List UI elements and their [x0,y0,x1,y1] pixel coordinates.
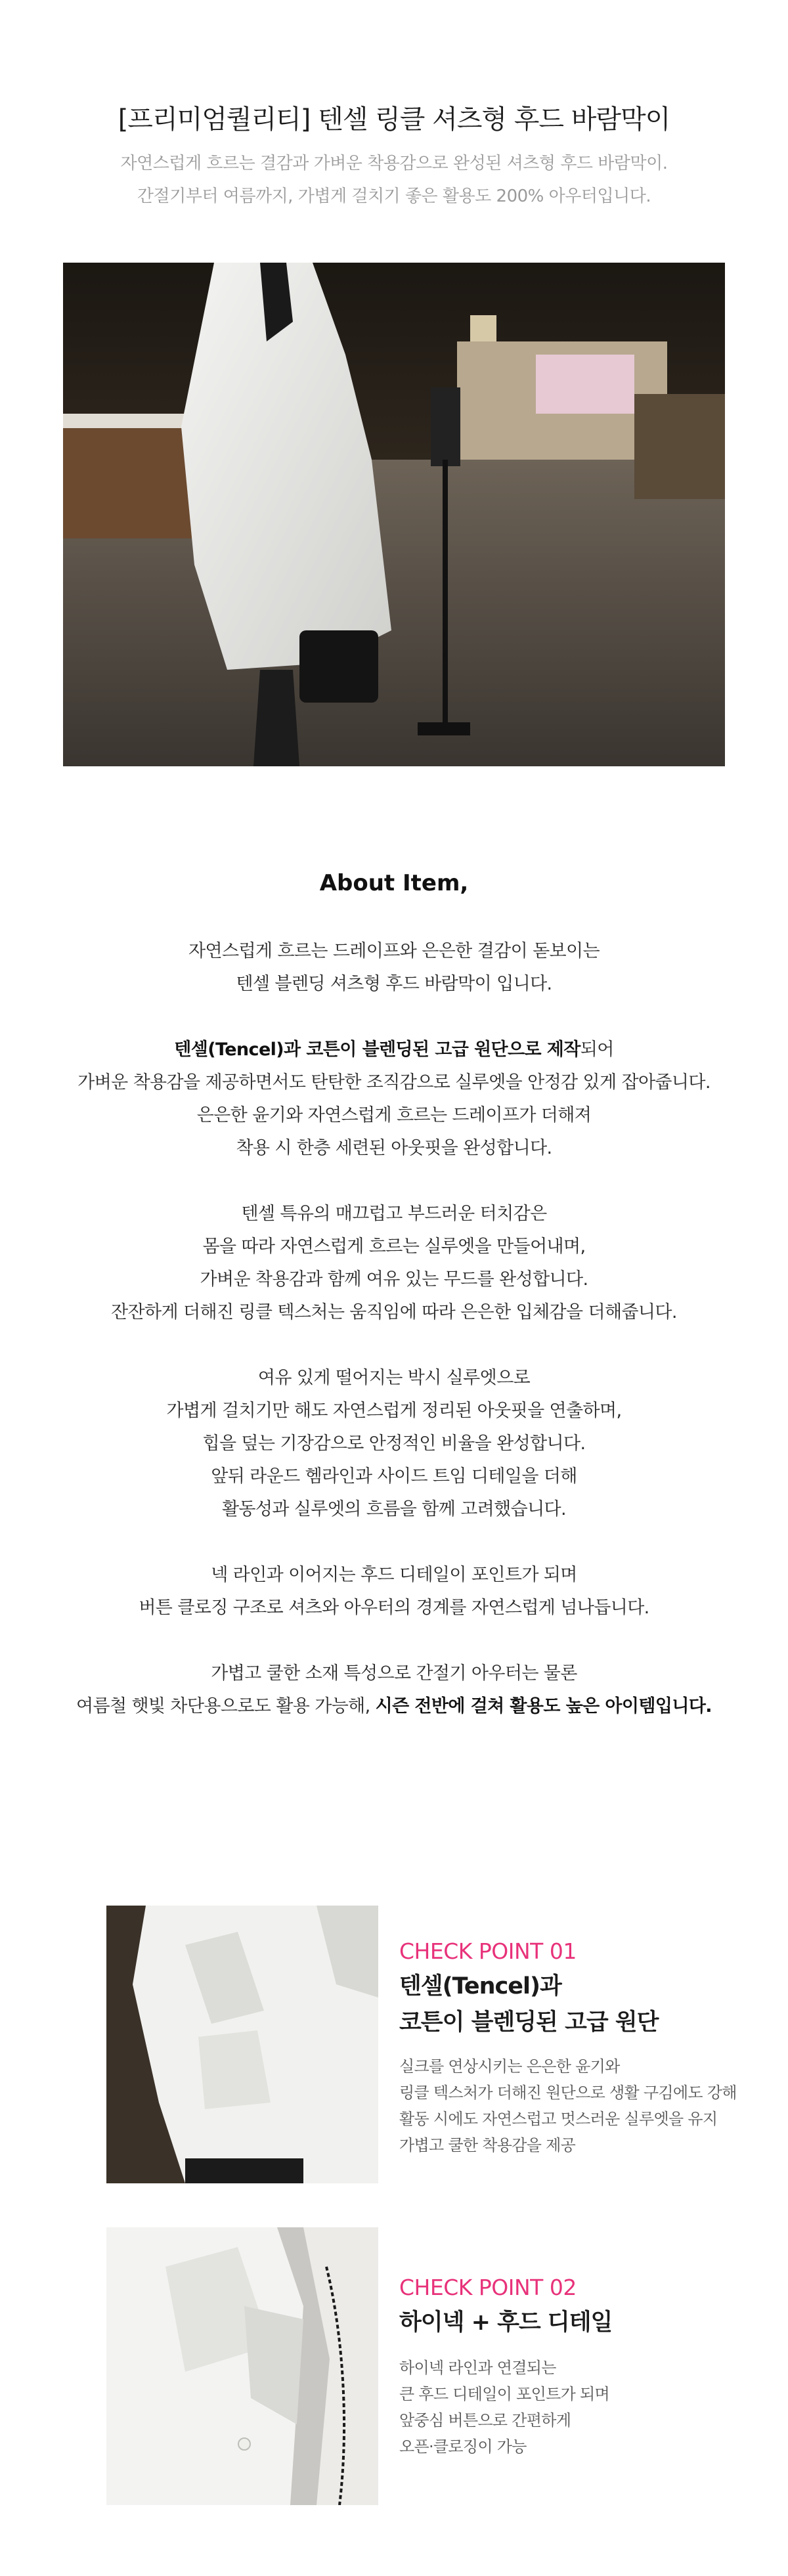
checkpoint-desc-line: 실크를 연상시키는 은은한 윤기와 [399,2057,620,2076]
about-line: 몸을 따라 자연스럽게 흐르는 실루엣을 만들어내며, [202,1236,586,1257]
checkpoint-desc-line: 오픈·클로징이 가능 [399,2437,527,2456]
about-line: 잔잔하게 더해진 링클 텍스처는 움직임에 따라 은은한 입체감을 더해줍니다. [111,1302,677,1322]
about-line: 버튼 클로징 구조로 셔츠와 아우터의 경계를 자연스럽게 넘나듭니다. [139,1598,649,1618]
checkpoint-title-line: 텐셀(Tencel)과 [399,1973,561,1999]
about-highlight: 시즌 전반에 걸쳐 활용도 높은 아이템입니다. [375,1696,712,1716]
checkpoint-desc-line: 앞중심 버튼으로 간편하게 [399,2411,571,2430]
about-line [0,1034,788,1066]
checkpoint-title-line: 하이넥 + 후드 디테일 [399,2309,613,2336]
checkpoint-2-photo [106,2227,378,2505]
about-paragraph-1 [0,935,788,1001]
about-line: 앞뒤 라운드 헴라인과 사이드 트임 디테일을 더해 [211,1466,577,1487]
checkpoint-2-title [399,2305,612,2341]
product-subtitle-line-1: 자연스럽게 흐르는 결감과 가벼운 착용감으로 완성된 셔츠형 후드 바람막이. [120,154,668,173]
about-highlight: 텐셀(Tencel)과 코튼이 블렌딩된 고급 원단으로 제작 [174,1039,580,1060]
about-line: 가볍게 걸치기만 해도 자연스럽게 정리된 아웃핏을 연출하며, [166,1401,622,1421]
checkpoint-1-photo [106,1906,378,2183]
checkpoint-title-line: 코튼이 블렌딩된 고급 원단 [399,2009,659,2036]
about-paragraph-6 [0,1657,788,1723]
about-line: 가벼운 착용감을 제공하면서도 탄탄한 조직감으로 실루엣을 안정감 있게 잡아줍니다. [77,1072,711,1093]
about-line: 텐셀 블렌딩 셔츠형 후드 바람막이 입니다. [236,974,552,994]
about-paragraph-4 [0,1362,788,1526]
checkpoint-1-title [399,1969,658,2041]
about-line [0,1690,788,1723]
about-line: 착용 시 한층 세련된 아웃핏을 완성합니다. [236,1138,552,1158]
checkpoint-desc-line: 링클 텍스처가 더해진 원단으로 생활 구김에도 강해 [399,2084,737,2102]
checkpoint-2-description [399,2355,609,2460]
about-line: 넥 라인과 이어지는 후드 디테일이 포인트가 되며 [211,1565,577,1585]
about-text: 여름철 햇빛 차단용으로도 활용 가능해, [76,1696,376,1716]
about-line: 여유 있게 떨어지는 박시 실루엣으로 [257,1368,531,1388]
about-item-heading: About Item, [319,870,469,896]
main-product-photo [63,263,725,766]
checkpoint-desc-line: 활동 시에도 자연스럽고 멋스러운 실루엣을 유지 [399,2110,718,2128]
about-line: 가볍고 쿨한 소재 특성으로 간절기 아우터는 물론 [211,1663,577,1684]
checkpoint-1-description [399,2053,737,2158]
checkpoint-2-label: CHECK POINT 02 [399,2275,577,2300]
checkpoint-desc-line: 가볍고 쿨한 착용감을 제공 [399,2136,576,2154]
about-highlight-suffix: 되어 [580,1039,614,1060]
product-title: [프리미엄퀄리티] 텐셀 링클 셔츠형 후드 바람막이 [118,104,670,135]
about-line: 가벼운 착용감과 함께 여유 있는 무드를 완성합니다. [200,1269,588,1290]
about-line: 자연스럽게 흐르는 드레이프와 은은한 결감이 돋보이는 [188,941,600,961]
about-paragraph-5 [0,1559,788,1625]
about-line: 텐셀 특유의 매끄럽고 부드러운 터치감은 [241,1204,547,1224]
about-line: 은은한 윤기와 자연스럽게 흐르는 드레이프가 더해져 [196,1105,592,1125]
about-line: 활동성과 실루엣의 흐름을 함께 고려했습니다. [221,1499,567,1519]
about-line: 힙을 덮는 기장감으로 안정적인 비율을 완성합니다. [202,1433,586,1454]
checkpoint-1-label: CHECK POINT 01 [399,1938,577,1964]
checkpoint-desc-line: 하이넥 라인과 연결되는 [399,2359,556,2377]
about-paragraph-3 [0,1198,788,1329]
checkpoint-desc-line: 큰 후드 디테일이 포인트가 되며 [399,2385,610,2403]
about-paragraph-2 [0,1034,788,1165]
product-subtitle-line-2: 간절기부터 여름까지, 가볍게 걸치기 좋은 활용도 200% 아우터입니다. [137,186,651,206]
